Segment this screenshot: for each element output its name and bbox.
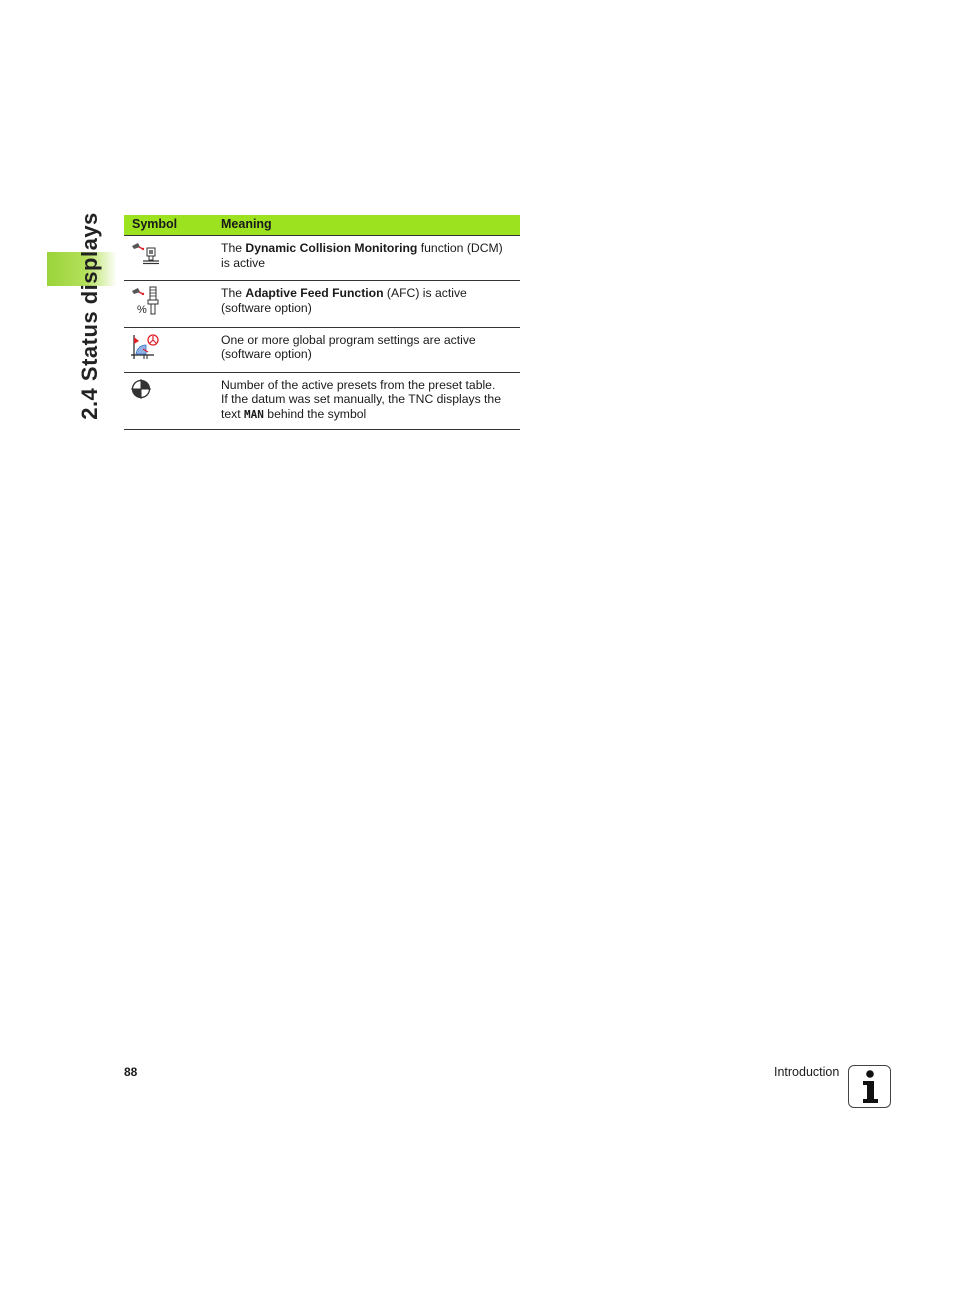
- table-row: [124, 281, 520, 328]
- svg-text:%: %: [137, 304, 147, 316]
- table-row: [124, 236, 520, 281]
- table-header-row: [124, 215, 520, 236]
- global-program-settings-icon: [130, 333, 162, 361]
- symbol-table: [124, 215, 520, 430]
- table-row: [124, 372, 520, 430]
- symbol-cell: [124, 327, 213, 372]
- text-fragment: function (DCM): [417, 241, 503, 255]
- text-fragment: Number of the active presets from the preset table.: [221, 377, 496, 392]
- text-fragment: If the datum was set manually, the TNC displays the: [221, 392, 501, 406]
- text-fragment: The: [221, 241, 246, 255]
- section-title: 2.4 Status displays: [77, 212, 102, 420]
- afc-adaptive-feed-icon: [130, 286, 164, 316]
- text-fragment: is active: [221, 255, 266, 270]
- meaning-cell: [213, 372, 520, 430]
- info-icon: [848, 1065, 891, 1108]
- text-fragment: (software option): [221, 300, 312, 315]
- code-man: MAN: [244, 407, 264, 421]
- table-row: [124, 327, 520, 372]
- text-fragment: (software option): [221, 347, 312, 361]
- meaning-cell: [213, 281, 520, 328]
- text-fragment: text: [221, 406, 245, 421]
- symbol-cell: [124, 236, 213, 281]
- page-number: 88: [124, 1065, 138, 1079]
- symbol-cell: [124, 281, 213, 328]
- section-name: Introduction: [774, 1065, 840, 1079]
- header-symbol: Symbol: [124, 215, 213, 236]
- text-fragment: (AFC) is active: [383, 286, 467, 300]
- preset-datum-icon: [130, 378, 154, 402]
- term-afc: Adaptive Feed Function: [245, 286, 384, 300]
- meaning-cell: [213, 236, 520, 281]
- dcm-collision-monitoring-icon: [130, 241, 162, 267]
- symbol-cell: [124, 372, 213, 430]
- term-dcm: Dynamic Collision Monitoring: [245, 241, 418, 255]
- text-fragment: The: [221, 286, 246, 300]
- text-fragment: behind the symbol: [263, 406, 367, 421]
- text-fragment: One or more global program settings are active: [221, 332, 476, 347]
- meaning-cell: [213, 327, 520, 372]
- header-meaning: Meaning: [213, 215, 520, 236]
- info-glyph: [849, 1066, 889, 1106]
